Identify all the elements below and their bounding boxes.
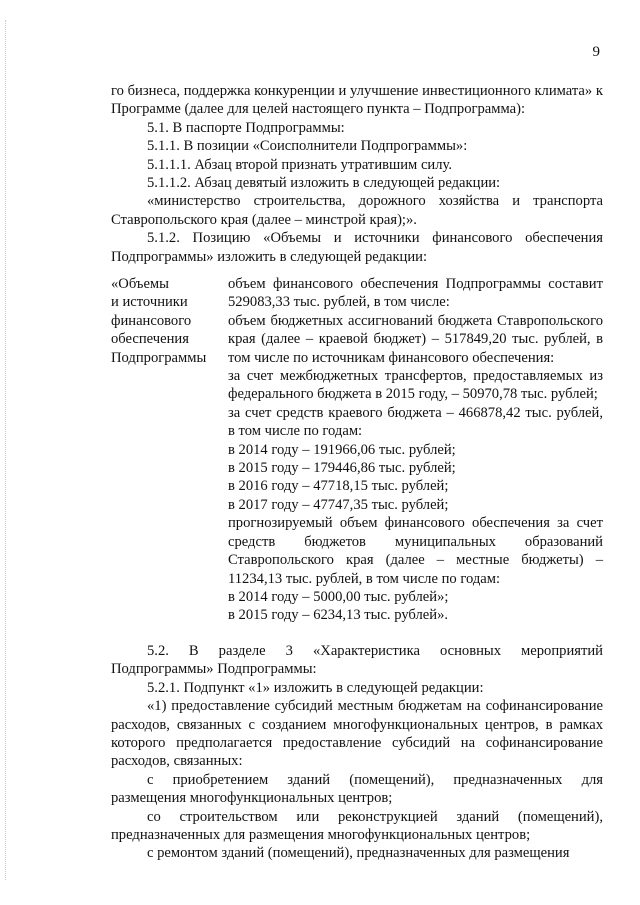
table-paragraph: в 2016 году – 47718,15 тыс. рублей; (228, 478, 449, 495)
table-label-line: «Объемы (111, 276, 169, 292)
table-paragraph: в 2014 году – 5000,00 тыс. рублей»; (228, 588, 449, 605)
paragraph: 5.1.2. Позицию «Объемы и источники финансового обеспечения Подпрограммы» изложить в следующей редакции: (111, 230, 603, 265)
paragraph: го бизнеса, поддержка конкуренции и улучшение инвестиционного климата» к Программе (далее для целей настоящего пункта – Подпрограмма): (111, 83, 603, 118)
table-label-line: обеспечения (111, 331, 189, 348)
paragraph: с ремонтом зданий (помещений), предназначенных для размещения (147, 845, 570, 862)
paragraph: 5.1. В паспорте Подпрограммы: (147, 119, 345, 136)
paragraph: 5.1.1.2. Абзац девятый изложить в следующей редакции: (147, 175, 501, 192)
text-block-top (111, 82, 603, 266)
table-label-column (111, 275, 228, 625)
table-paragraph: за счет средств краевого бюджета – 466878,42 тыс. рублей, в том числе по годам: (228, 404, 603, 440)
paragraph: со строительством или реконструкцией зданий (помещений), предназначенных для размещения многофункциональных центров; (111, 808, 603, 844)
paragraph: 5.2.1. Подпункт «1» изложить в следующей редакции: (147, 679, 484, 696)
table-paragraph: за счет межбюджетных трансфертов, предоставляемых из федерального бюджета в 2015 году, – 50970,78 тыс. рублей; (228, 368, 603, 403)
table-label-line: Подпрограммы (111, 349, 207, 366)
paragraph: «министерство строительства, дорожного хозяйства и транспорта Ставропольского края (далее – минстрой края);». (111, 193, 603, 228)
paragraph: с приобретением зданий (помещений), предназначенных для размещения многофункциональных центров; (111, 771, 603, 807)
table-paragraph: в 2015 году – 6234,13 тыс. рублей». (228, 607, 449, 624)
table-paragraph: объем финансового обеспечения Подпрограммы составит 529083,33 тыс. рублей, в том числе: (228, 276, 603, 311)
table-paragraph: в 2017 году – 47747,35 тыс. рублей; (228, 496, 449, 513)
table-paragraph: в 2014 году – 191966,06 тыс. рублей; (228, 441, 456, 458)
paragraph: 5.1.1. В позиции «Соисполнители Подпрограммы»: (147, 138, 468, 155)
paragraph: «1) предоставление субсидий местным бюджетам на софинансирование расходов, связанных с созданием многофункциональных центров, в рамках которого предполагается предоставление субсидий на софинансирование расходов, связанных: (111, 698, 603, 770)
table-paragraph: в 2015 году – 179446,86 тыс. рублей; (228, 460, 456, 477)
scan-edge-mark (5, 20, 7, 880)
table-paragraph: объем бюджетных ассигнований бюджета Ставропольского края (далее – краевой бюджет) – 517849,20 тыс. рублей, в том числе по источникам финансового обеспечения: (228, 312, 603, 366)
table-label-line: и источники (111, 294, 188, 311)
funding-table (111, 275, 603, 625)
table-paragraph: прогнозируемый объем финансового обеспечения за счет средств бюджетов муниципальных образований Ставропольского края (далее – местные бюджеты) – 11234,13 тыс. рублей, в том числе по годам: (228, 515, 603, 587)
table-content-column (228, 275, 603, 625)
page-number: 9 (592, 44, 600, 60)
paragraph: 5.1.1.1. Абзац второй признать утратившим силу. (147, 156, 452, 173)
paragraph: 5.2. В разделе 3 «Характеристика основных мероприятий Подпрограммы» Подпрограммы: (111, 643, 603, 678)
table-label-line: финансового (111, 312, 192, 329)
text-block-bottom (111, 642, 603, 863)
